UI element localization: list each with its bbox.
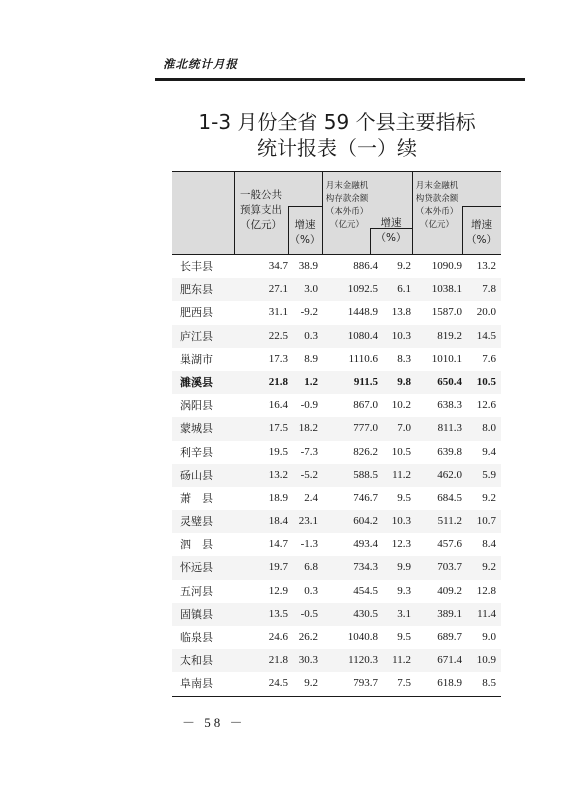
header-loan: 月末金融机 构贷款余额 （本外币） （亿元） bbox=[415, 181, 459, 230]
table-row bbox=[172, 649, 501, 672]
table-title-line-2: 统计报表（一）续 bbox=[257, 136, 417, 160]
deposit-value: 1092.5 bbox=[347, 283, 378, 296]
loan-value: 671.4 bbox=[437, 654, 462, 667]
table-row bbox=[172, 487, 501, 510]
loan-growth-value: 9.0 bbox=[482, 631, 496, 643]
deposit-value: 588.5 bbox=[353, 468, 378, 481]
deposit-growth-value: 9.3 bbox=[397, 584, 411, 597]
publication-title: 淮北统计月报 bbox=[163, 57, 238, 71]
table-row bbox=[172, 441, 501, 464]
loan-value: 819.2 bbox=[437, 329, 462, 342]
budget-value: 14.7 bbox=[268, 538, 288, 551]
deposit-growth-value: 11.2 bbox=[392, 654, 411, 667]
table-row bbox=[172, 580, 501, 603]
loan-growth-value: 10.9 bbox=[476, 654, 496, 667]
deposit-growth-value: 7.0 bbox=[397, 422, 411, 435]
deposit-value: 911.5 bbox=[353, 375, 378, 388]
loan-growth-value: 9.4 bbox=[482, 445, 496, 458]
loan-growth-value: 7.8 bbox=[482, 283, 496, 296]
budget-value: 17.3 bbox=[268, 352, 288, 365]
budget-growth-value: 38.9 bbox=[298, 260, 318, 272]
budget-value: 19.7 bbox=[268, 561, 288, 574]
loan-growth-value: 5.9 bbox=[482, 468, 496, 481]
table-row bbox=[172, 510, 501, 533]
county-name: 濉溪县 bbox=[180, 375, 213, 389]
budget-growth-value: 6.8 bbox=[304, 561, 318, 574]
loan-growth-value: 10.5 bbox=[476, 375, 496, 388]
loan-value: 684.5 bbox=[437, 491, 462, 504]
budget-value: 17.5 bbox=[268, 422, 288, 435]
deposit-value: 886.4 bbox=[353, 260, 378, 272]
header-deposit: 月末金融机 构存款余额 （本外币） （亿元） bbox=[325, 181, 369, 230]
county-name: 砀山县 bbox=[180, 468, 213, 482]
county-name: 固镇县 bbox=[180, 607, 213, 621]
budget-growth-value: 18.2 bbox=[298, 422, 318, 435]
page-number: － 58 － bbox=[182, 715, 246, 730]
loan-growth-value: 20.0 bbox=[476, 306, 496, 319]
budget-growth-value: -7.3 bbox=[300, 445, 318, 458]
budget-growth-value: -5.2 bbox=[300, 468, 318, 481]
deposit-value: 734.3 bbox=[353, 561, 378, 574]
budget-value: 18.4 bbox=[268, 515, 288, 528]
deposit-growth-value: 10.3 bbox=[391, 329, 411, 342]
header-budget: 一般公共 预算支出 （亿元） bbox=[240, 189, 282, 231]
county-name: 利辛县 bbox=[180, 445, 213, 459]
county-name: 庐江县 bbox=[180, 329, 213, 343]
loan-value: 462.0 bbox=[437, 468, 462, 481]
budget-growth-value: 3.0 bbox=[304, 283, 318, 296]
budget-value: 12.9 bbox=[268, 584, 288, 597]
loan-value: 389.1 bbox=[437, 607, 462, 620]
loan-value: 638.3 bbox=[437, 399, 462, 412]
deposit-value: 1120.3 bbox=[348, 654, 378, 667]
table-row bbox=[172, 394, 501, 417]
deposit-value: 1448.9 bbox=[347, 306, 378, 319]
county-name: 巢湖市 bbox=[180, 352, 213, 366]
loan-value: 511.2 bbox=[437, 515, 462, 528]
loan-value: 811.3 bbox=[437, 422, 462, 435]
budget-growth-value: 0.3 bbox=[304, 584, 318, 597]
loan-growth-value: 12.6 bbox=[476, 399, 496, 412]
deposit-value: 1080.4 bbox=[347, 329, 378, 342]
budget-value: 24.6 bbox=[268, 631, 288, 643]
budget-growth-value: 23.1 bbox=[298, 515, 318, 528]
deposit-value: 430.5 bbox=[353, 607, 378, 620]
budget-growth-value: 0.3 bbox=[304, 329, 318, 342]
budget-growth-value: 8.9 bbox=[304, 352, 318, 365]
budget-growth-value: 2.4 bbox=[304, 491, 318, 504]
loan-growth-value: 8.4 bbox=[482, 538, 496, 551]
budget-value: 21.8 bbox=[268, 375, 288, 388]
deposit-growth-value: 9.5 bbox=[397, 631, 411, 643]
deposit-growth-value: 8.3 bbox=[397, 352, 411, 365]
deposit-value: 867.0 bbox=[353, 399, 378, 412]
deposit-growth-value: 13.8 bbox=[391, 306, 411, 319]
running-header bbox=[155, 44, 525, 81]
loan-value: 1587.0 bbox=[431, 306, 462, 319]
deposit-growth-value: 9.8 bbox=[397, 375, 411, 388]
budget-value: 16.4 bbox=[268, 399, 288, 412]
table-row bbox=[172, 556, 501, 579]
county-name: 灵璧县 bbox=[180, 515, 213, 529]
table-row bbox=[172, 371, 501, 394]
deposit-growth-value: 10.2 bbox=[391, 399, 411, 412]
deposit-growth-value: 10.5 bbox=[391, 445, 411, 458]
deposit-value: 777.0 bbox=[353, 422, 378, 435]
table-row bbox=[172, 464, 501, 487]
table-row bbox=[172, 255, 501, 278]
header-budget-growth: 增速 （%） bbox=[289, 219, 321, 246]
county-name: 怀远县 bbox=[180, 561, 213, 575]
deposit-value: 454.5 bbox=[353, 584, 378, 597]
county-name: 肥东县 bbox=[180, 283, 213, 297]
county-name: 太和县 bbox=[180, 654, 213, 668]
budget-value: 13.2 bbox=[268, 468, 288, 481]
deposit-growth-value: 11.2 bbox=[392, 468, 411, 481]
county-name: 五河县 bbox=[180, 584, 213, 598]
loan-growth-value: 10.7 bbox=[476, 515, 496, 528]
deposit-growth-value: 12.3 bbox=[391, 538, 411, 551]
budget-growth-value: -9.2 bbox=[300, 306, 318, 319]
loan-value: 457.6 bbox=[437, 538, 462, 551]
loan-growth-value: 11.4 bbox=[477, 607, 496, 620]
county-name: 长丰县 bbox=[180, 260, 213, 273]
county-name: 阜南县 bbox=[180, 677, 213, 691]
loan-growth-value: 7.6 bbox=[482, 352, 496, 365]
budget-growth-value: 1.2 bbox=[304, 375, 318, 388]
loan-growth-value: 8.0 bbox=[482, 422, 496, 435]
budget-value: 19.5 bbox=[268, 445, 288, 458]
loan-value: 409.2 bbox=[437, 584, 462, 597]
deposit-value: 826.2 bbox=[353, 445, 378, 458]
table-body bbox=[172, 255, 501, 697]
table-row bbox=[172, 348, 501, 371]
budget-growth-value: 9.2 bbox=[304, 677, 318, 690]
deposit-growth-value: 6.1 bbox=[397, 283, 411, 296]
loan-growth-value: 8.5 bbox=[482, 677, 496, 690]
table-row bbox=[172, 626, 501, 649]
budget-growth-value: 26.2 bbox=[298, 631, 318, 643]
table-row bbox=[172, 603, 501, 626]
loan-value: 618.9 bbox=[437, 677, 462, 690]
table-header bbox=[172, 171, 501, 255]
deposit-value: 1110.6 bbox=[348, 352, 378, 365]
loan-value: 689.7 bbox=[437, 631, 462, 643]
loan-value: 1038.1 bbox=[431, 283, 462, 296]
budget-value: 21.8 bbox=[268, 654, 288, 667]
county-name: 萧 县 bbox=[180, 491, 213, 505]
budget-value: 31.1 bbox=[268, 306, 288, 319]
loan-value: 1090.9 bbox=[431, 260, 462, 272]
deposit-growth-value: 3.1 bbox=[397, 607, 411, 620]
budget-growth-value: -1.3 bbox=[300, 538, 318, 551]
budget-growth-value: -0.5 bbox=[300, 607, 318, 620]
budget-growth-value: 30.3 bbox=[298, 654, 318, 667]
budget-value: 24.5 bbox=[268, 677, 288, 690]
deposit-growth-value: 9.5 bbox=[397, 491, 411, 504]
budget-value: 18.9 bbox=[268, 491, 288, 504]
deposit-growth-value: 10.3 bbox=[391, 515, 411, 528]
county-name: 蒙城县 bbox=[180, 422, 213, 436]
budget-growth-value: -0.9 bbox=[300, 399, 318, 412]
budget-value: 27.1 bbox=[268, 283, 288, 296]
table-row bbox=[172, 325, 501, 348]
deposit-value: 493.4 bbox=[353, 538, 378, 551]
county-name: 肥西县 bbox=[180, 306, 213, 320]
county-name: 涡阳县 bbox=[180, 399, 213, 413]
table-row bbox=[172, 301, 501, 324]
county-name: 临泉县 bbox=[180, 631, 213, 644]
loan-growth-value: 13.2 bbox=[476, 260, 496, 272]
loan-growth-value: 9.2 bbox=[482, 491, 496, 504]
table-row bbox=[172, 533, 501, 556]
loan-growth-value: 9.2 bbox=[482, 561, 496, 574]
budget-value: 34.7 bbox=[268, 260, 288, 272]
table-row bbox=[172, 278, 501, 301]
budget-value: 22.5 bbox=[268, 329, 288, 342]
deposit-growth-value: 7.5 bbox=[397, 677, 411, 690]
loan-value: 639.8 bbox=[437, 445, 462, 458]
deposit-growth-value: 9.2 bbox=[397, 260, 411, 272]
header-loan-growth: 增速 （%） bbox=[466, 219, 497, 246]
table-title-line-1: 1-3 月份全省 59 个县主要指标 bbox=[198, 110, 476, 134]
deposit-value: 1040.8 bbox=[347, 631, 378, 643]
county-indicators-table bbox=[172, 171, 501, 697]
county-name: 泗 县 bbox=[180, 538, 213, 552]
table-row bbox=[172, 417, 501, 440]
loan-growth-value: 12.8 bbox=[476, 584, 496, 597]
deposit-value: 746.7 bbox=[353, 491, 378, 504]
deposit-value: 793.7 bbox=[353, 677, 378, 690]
table-row bbox=[172, 672, 501, 695]
loan-value: 703.7 bbox=[437, 561, 462, 574]
loan-growth-value: 14.5 bbox=[476, 329, 496, 342]
header-deposit-growth: 增速 （%） bbox=[375, 217, 407, 244]
loan-value: 1010.1 bbox=[431, 352, 462, 365]
budget-value: 13.5 bbox=[268, 607, 288, 620]
loan-value: 650.4 bbox=[437, 375, 462, 388]
deposit-value: 604.2 bbox=[353, 515, 378, 528]
deposit-growth-value: 9.9 bbox=[397, 561, 411, 574]
